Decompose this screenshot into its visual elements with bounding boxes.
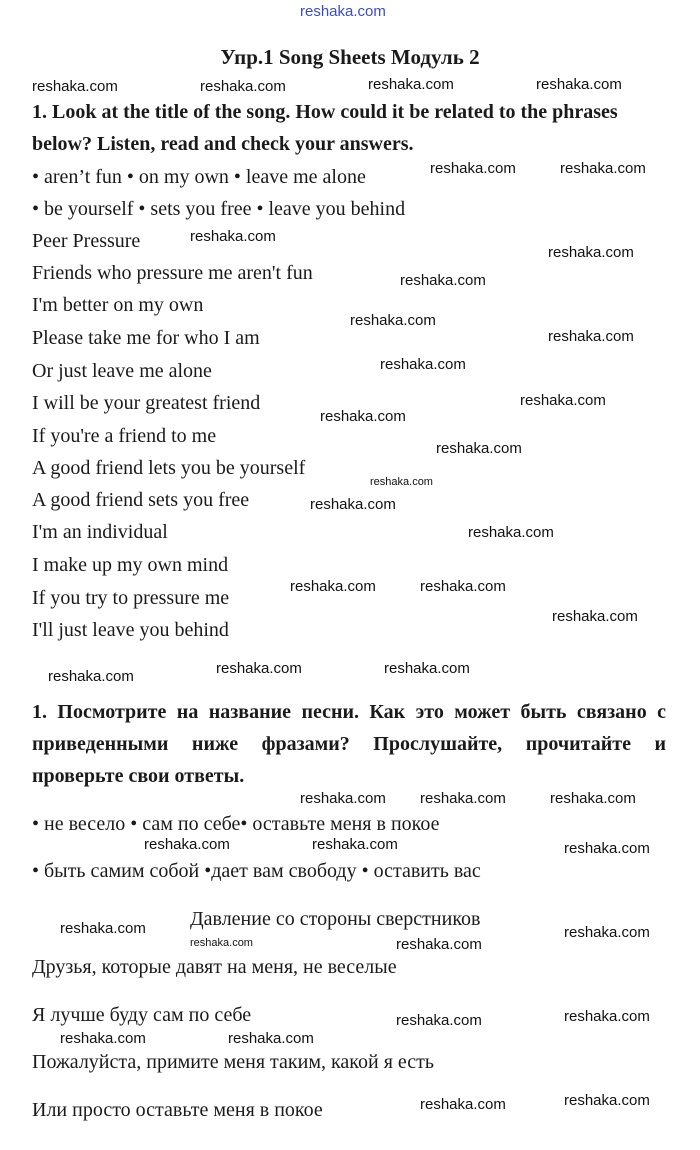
- lyric-line: I'm an individual: [32, 521, 168, 543]
- watermark: reshaka.com: [564, 1008, 650, 1025]
- lyric-line: I'm better on my own: [32, 294, 204, 316]
- site-link[interactable]: reshaka.com: [300, 3, 386, 20]
- watermark: reshaka.com: [60, 1030, 146, 1047]
- watermark: reshaka.com: [560, 160, 646, 177]
- watermark: reshaka.com: [384, 660, 470, 677]
- watermark: reshaka.com: [228, 1030, 314, 1047]
- watermark: reshaka.com: [396, 1012, 482, 1029]
- lyric-line-ru: Пожалуйста, примите меня таким, какой я есть: [32, 1051, 435, 1073]
- watermark: reshaka.com: [368, 76, 454, 93]
- song-title-ru: Давление со стороны сверстников: [190, 908, 481, 930]
- watermark: reshaka.com: [564, 1092, 650, 1109]
- watermark: reshaka.com: [200, 78, 286, 95]
- watermark: reshaka.com: [310, 496, 396, 513]
- task-heading-ru-2: приведенными ниже фразами? Прослушайте, прочитайте и: [32, 733, 666, 755]
- lyric-line: Peer Pressure: [32, 230, 141, 252]
- task-heading-en-2: below? Listen, read and check your answers.: [32, 133, 414, 155]
- phrases-en-2: • be yourself • sets you free • leave you behind: [32, 198, 406, 220]
- phrases-en-1: • aren’t fun • on my own • leave me alone: [32, 166, 366, 188]
- lyric-line: Or just leave me alone: [32, 360, 212, 382]
- watermark: reshaka.com: [312, 836, 398, 853]
- watermark: reshaka.com: [420, 790, 506, 807]
- watermark: reshaka.com: [48, 668, 134, 685]
- lyric-line-ru: Или просто оставьте меня в покое: [32, 1099, 323, 1121]
- watermark: reshaka.com: [420, 578, 506, 595]
- watermark: reshaka.com: [430, 160, 516, 177]
- watermark: reshaka.com: [552, 608, 638, 625]
- watermark: reshaka.com: [468, 524, 554, 541]
- watermark: reshaka.com: [190, 228, 276, 245]
- lyric-line: Please take me for who I am: [32, 327, 260, 349]
- watermark: reshaka.com: [396, 936, 482, 953]
- lyric-line: A good friend lets you be yourself: [32, 457, 306, 479]
- watermark: reshaka.com: [436, 440, 522, 457]
- lyric-line-ru: Друзья, которые давят на меня, не веселые: [32, 956, 397, 978]
- phrases-ru-1: • не весело • сам по себе• оставьте меня в покое: [32, 813, 440, 835]
- watermark: reshaka.com: [350, 312, 436, 329]
- watermark: reshaka.com: [520, 392, 606, 409]
- lyric-line: If you're a friend to me: [32, 425, 217, 447]
- watermark: reshaka.com: [380, 356, 466, 373]
- watermark: reshaka.com: [290, 578, 376, 595]
- watermark: reshaka.com: [300, 790, 386, 807]
- watermark: reshaka.com: [400, 272, 486, 289]
- lyric-line: Friends who pressure me aren't fun: [32, 262, 313, 284]
- lyric-line: I'll just leave you behind: [32, 619, 229, 641]
- watermark: reshaka.com: [550, 790, 636, 807]
- watermark: reshaka.com: [548, 328, 634, 345]
- lyric-line: A good friend sets you free: [32, 489, 250, 511]
- lyric-line: I make up my own mind: [32, 554, 229, 576]
- page-title: Упр.1 Song Sheets Модуль 2: [220, 45, 480, 69]
- phrases-ru-2: • быть самим собой •дает вам свободу • оставить вас: [32, 860, 481, 882]
- watermark: reshaka.com: [536, 76, 622, 93]
- lyric-line: I will be your greatest friend: [32, 392, 261, 414]
- watermark: reshaka.com: [32, 78, 118, 95]
- watermark: reshaka.com: [60, 920, 146, 937]
- watermark: reshaka.com: [216, 660, 302, 677]
- watermark: reshaka.com: [548, 244, 634, 261]
- watermark: reshaka.com: [420, 1096, 506, 1113]
- watermark: reshaka.com: [564, 924, 650, 941]
- watermark: reshaka.com: [320, 408, 406, 425]
- lyric-line: If you try to pressure me: [32, 587, 230, 609]
- watermark: reshaka.com: [370, 476, 433, 488]
- lyric-line-ru: Я лучше буду сам по себе: [32, 1004, 252, 1026]
- task-heading-ru-1: 1. Посмотрите на название песни. Как это может быть связано с: [32, 701, 666, 723]
- watermark: reshaka.com: [190, 937, 253, 949]
- watermark: reshaka.com: [144, 836, 230, 853]
- task-heading-en-1: 1. Look at the title of the song. How could it be related to the phrases: [32, 101, 618, 123]
- watermark: reshaka.com: [564, 840, 650, 857]
- task-heading-ru-3: проверьте свои ответы.: [32, 765, 245, 787]
